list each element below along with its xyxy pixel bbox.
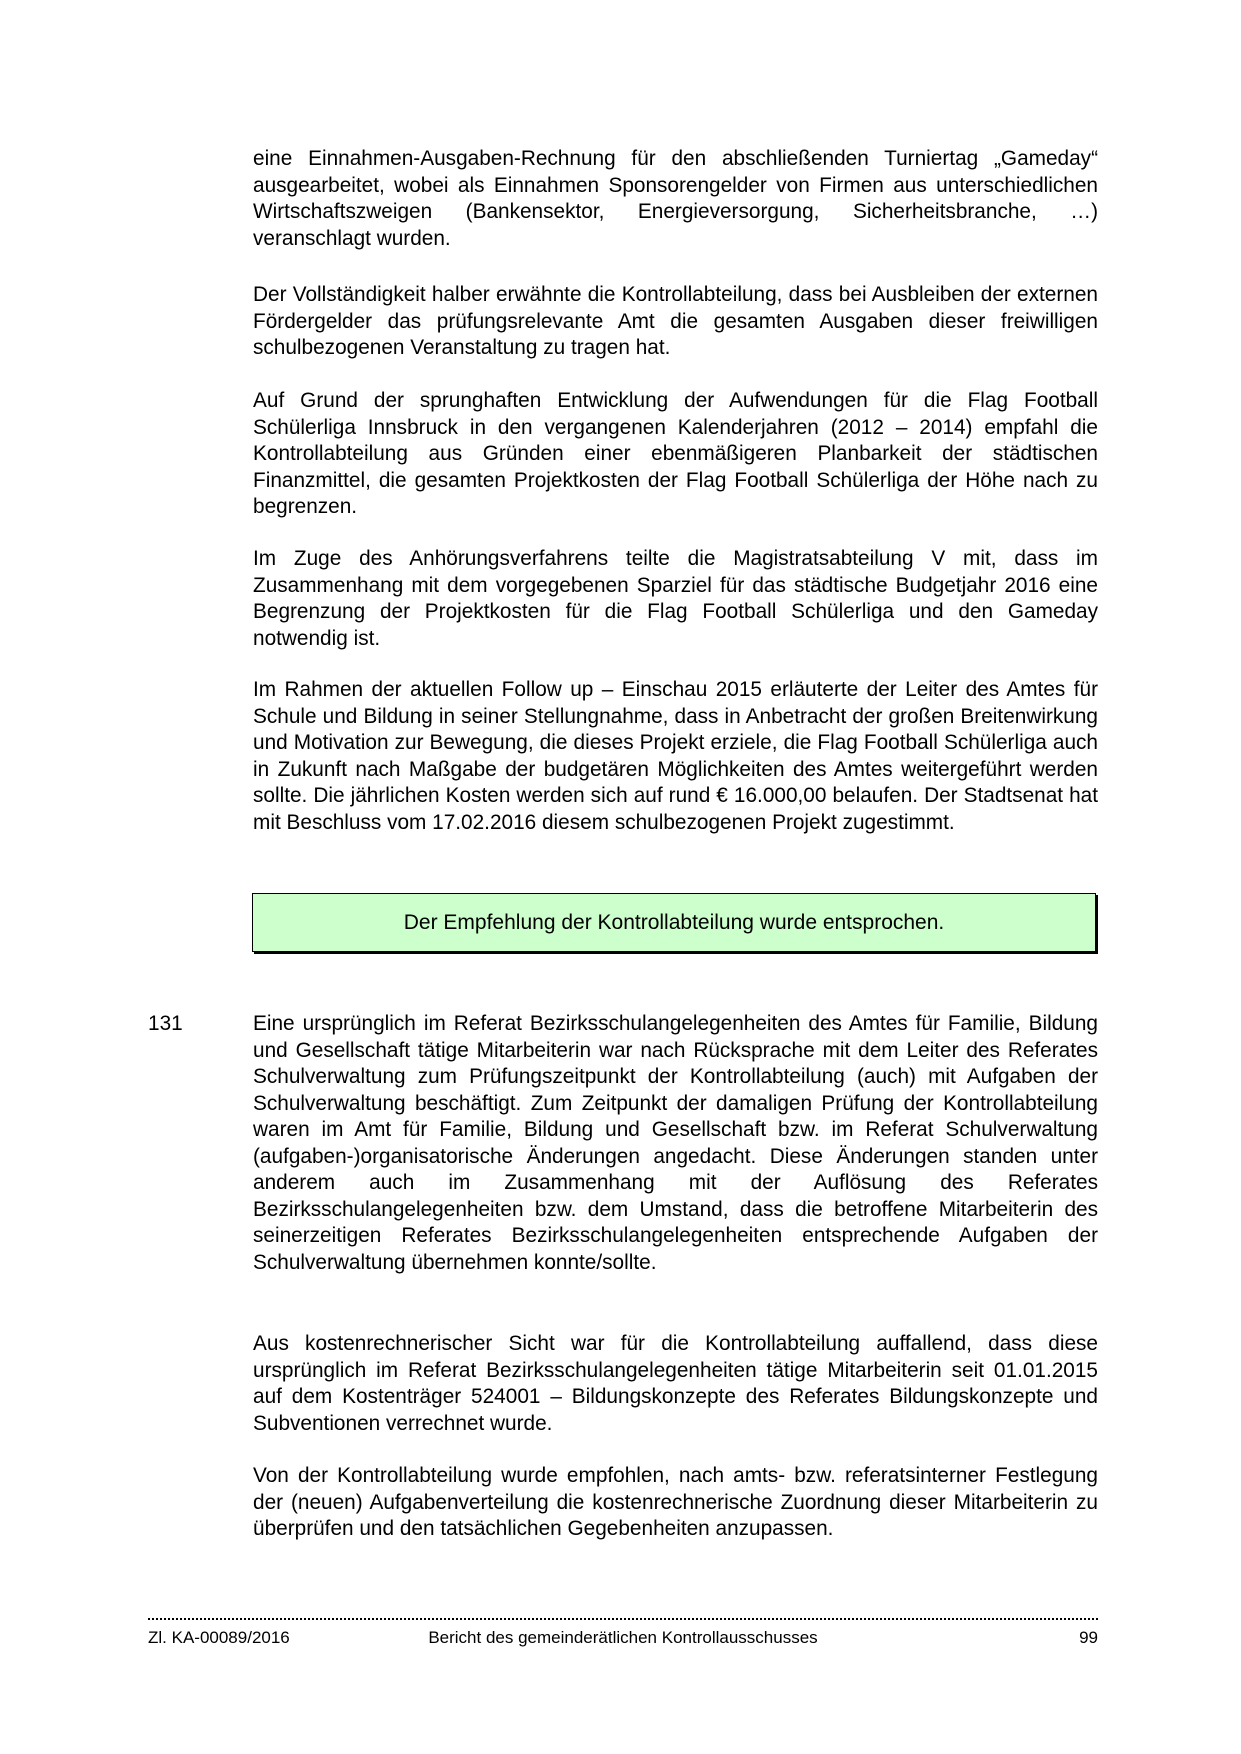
footer-reference-number: Zl. KA-00089/2016 [148,1628,290,1647]
paragraph-text: Im Zuge des Anhörungsverfahrens teilte die Magistratsabteilung V mit, dass im Zusammenhang mit dem vorgegebenen Sparziel für das städtische Budgetjahr 2016 eine Begrenzung der Projektkosten für die Flag Football Schülerliga und den Gameday notwendig ist. [253,547,1098,650]
paragraph-recommendation [253,1463,1098,1543]
paragraph-cost-development [253,388,1098,521]
footer-divider [148,1618,1098,1620]
paragraph-completeness [253,282,1098,362]
paragraph-text: Von der Kontrollabteilung wurde empfohlen, nach amts- bzw. referatsinterner Festlegung der (neuen) Aufgabenverteilung die kostenrechnerische Zuordnung dieser Mitarbeiterin zu überprüfen und den tatsächlichen Gegebenheiten anzupassen. [253,1464,1098,1540]
paragraph-text: Im Rahmen der aktuellen Follow up – Einschau 2015 erläuterte der Leiter des Amtes für Schule und Bildung in seiner Stellungnahme, dass in Anbetracht der großen Breitenwirkung und Motivation zur Bewegung, die dieses Projekt erziele, die Flag Football Schülerliga auch in Zukunft nach Maßgabe der budgetären Möglichkeiten des Amtes weitergeführt werden sollte. Die jährlichen Kosten werden sich auf rund € 16.000,00 belaufen. Der Stadtsenat hat mit Beschluss vom 17.02.2016 diesem schulbezogenen Projekt zugestimmt. [253,678,1098,834]
paragraph-income-expense [253,146,1098,252]
paragraph-text: Aus kostenrechnerischer Sicht war für die Kontrollabteilung auffallend, dass diese ursprünglich im Referat Bezirksschulangelegenheiten tätige Mitarbeiterin seit 01.01.2015 auf dem Kostenträger 524001 – Bildungskonzepte des Referates Bildungskonzepte und Subventionen verrechnet wurde. [253,1332,1098,1435]
footer-page-number: 99 [1079,1628,1098,1647]
paragraph-text: Eine ursprünglich im Referat Bezirksschulangelegenheiten des Amtes für Familie, Bildung und Gesellschaft tätige Mitarbeiterin war nach Rücksprache mit dem Leiter des Referates Schulverwaltung zum Prüfungszeitpunkt der Kontrollabteilung (auch) mit Aufgaben der Schulverwaltung beschäftigt. Zum Zeitpunkt der damaligen Prüfung der Kontrollabteilung waren im Amt für Familie, Bildung und Gesellschaft bzw. im Referat Schulverwaltung (aufgaben-)organisatorische Änderungen angedacht. Diese Änderungen standen unter anderem auch im Zusammenhang mit der Auflösung des Referates Bezirksschulangelegenheiten bzw. dem Umstand, dass die betroffene Mitarbeiterin des seinerzeitigen Referates Bezirksschulangelegenheiten entsprechende Aufgaben der Schulverwaltung übernehmen konnte/sollte. [253,1012,1098,1274]
paragraph-text: Auf Grund der sprunghaften Entwicklung der Aufwendungen für die Flag Football Schülerliga Innsbruck in den vergangenen Kalenderjahren (2012 – 2014) empfahl die Kontrollabteilung aus Gründen einer ebenmäßigeren Planbarkeit der städtischen Finanzmittel, die gesamten Projektkosten der Flag Football Schülerliga der Höhe nach zu begrenzen. [253,389,1098,518]
section-number: 131 [148,1012,183,1035]
footer-report-title: Bericht des gemeinderätlichen Kontrollausschusses [428,1628,818,1647]
paragraph-employee-assignment [253,1011,1098,1276]
paragraph-follow-up [253,677,1098,836]
paragraph-text: Der Vollständigkeit halber erwähnte die Kontrollabteilung, dass bei Ausbleiben der externen Fördergelder das prüfungsrelevante Amt die gesamten Ausgaben dieser freiwilligen schulbezogenen Veranstaltung zu tragen hat. [253,283,1098,359]
recommendation-status-text: Der Empfehlung der Kontrollabteilung wurde entsprochen. [403,910,945,934]
paragraph-hearing-procedure [253,546,1098,652]
recommendation-status-box [252,893,1096,952]
paragraph-text: eine Einnahmen-Ausgaben-Rechnung für den abschließenden Turniertag „Gameday“ ausgearbeitet, wobei als Einnahmen Sponsorengelder von Firmen aus unterschiedlichen Wirtschaftszweigen (Bankensektor, Energieversorgung, Sicherheitsbranche, …) veranschlagt wurden. [253,147,1098,250]
paragraph-cost-accounting [253,1331,1098,1437]
